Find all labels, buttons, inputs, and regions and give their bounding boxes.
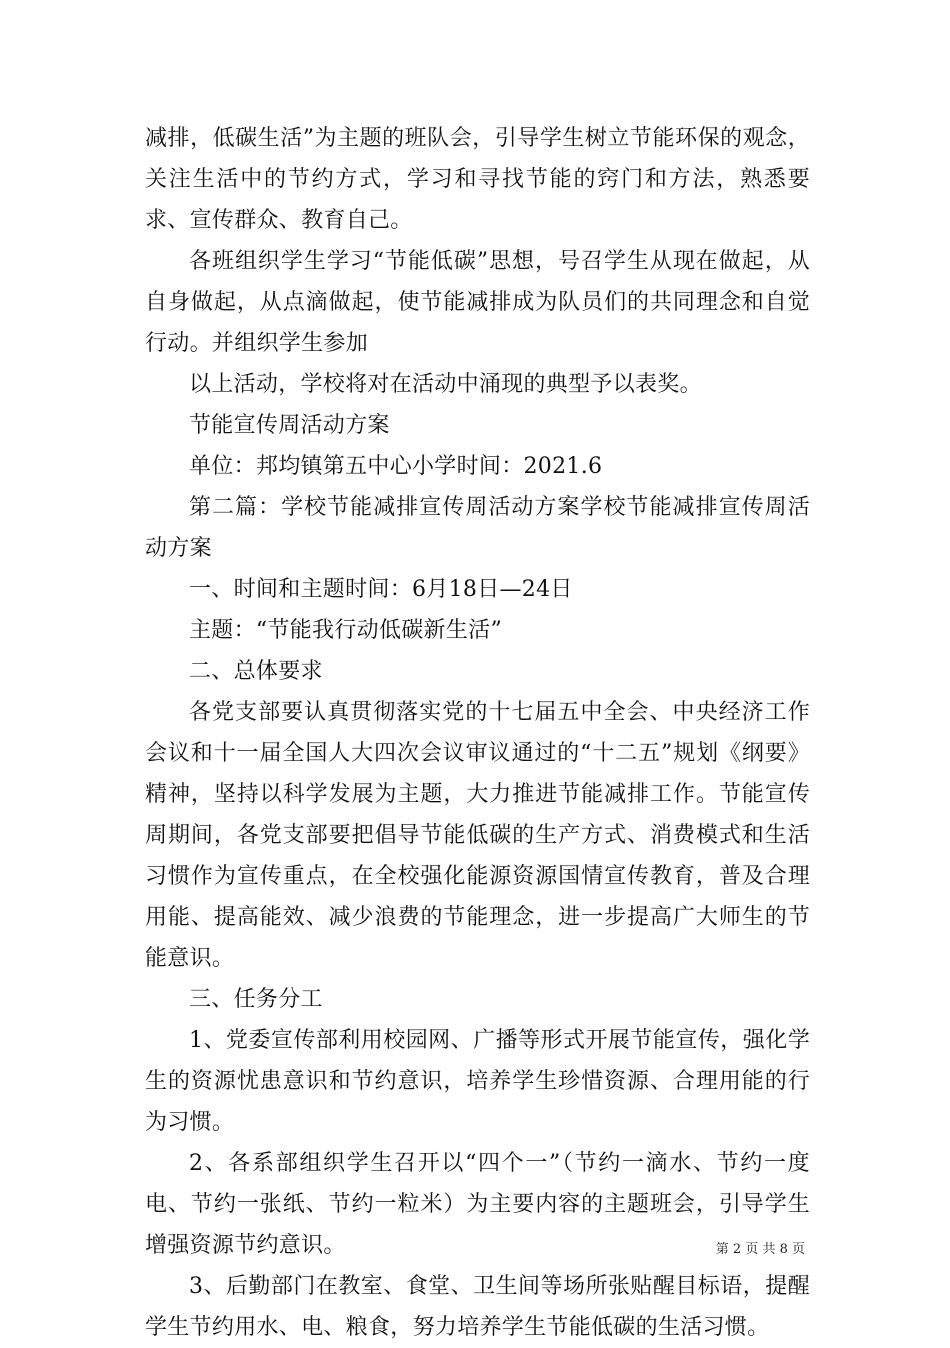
paragraph: 减排，低碳生活”为主题的班队会，引导学生树立节能环保的观念，关注生活中的节约方式，学习和寻找节能的窍门和方法，熟悉要求、宣传群众、教育自己。 bbox=[145, 126, 810, 233]
paragraph: 主题：“节能我行动低碳新生活” bbox=[189, 618, 502, 643]
section-heading: 一、时间和主题时间：6月18日—24日 bbox=[189, 577, 573, 602]
document-body bbox=[145, 118, 810, 1348]
section-heading: 二、总体要求 bbox=[189, 659, 323, 684]
paragraph: 1、党委宣传部利用校园网、广播等形式开展节能宣传，强化学生的资源忧患意识和节约意识，培养学生珍惜资源、合理用能的行为习惯。 bbox=[145, 1028, 810, 1135]
paragraph: 2、各系部组织学生召开以“四个一”（节约一滴水、节约一度电、节约一张纸、节约一粒米）为主要内容的主题班会，引导学生增强资源节约意识。 bbox=[145, 1151, 810, 1258]
section-heading: 节能宣传周活动方案 bbox=[189, 413, 390, 438]
paragraph: 各党支部要认真贯彻落实党的十七届五中全会、中央经济工作会议和十一届全国人大四次会议审议通过的“十二五”规划《纲要》精神，坚持以科学发展为主题，大力推进节能减排工作。节能宣传周期间，各党支部要把倡导节能低碳的生产方式、消费模式和生活习惯作为宣传重点，在全校强化能源资源国情宣传教育，普及合理用能、提高能效、减少浪费的节能理念，进一步提高广大师生的节能意识。 bbox=[145, 700, 810, 971]
section-heading: 三、任务分工 bbox=[189, 987, 323, 1012]
paragraph: 各班组织学生学习“节能低碳”思想，号召学生从现在做起，从自身做起，从点滴做起，使节能减排成为队员们的共同理念和自觉行动。并组织学生参加 bbox=[145, 249, 810, 356]
paragraph: 以上活动，学校将对在活动中涌现的典型予以表奖。 bbox=[189, 372, 702, 397]
chapter-heading: 第二篇：学校节能减排宣传周活动方案学校节能减排宣传周活动方案 bbox=[145, 495, 810, 561]
paragraph: 单位：邦均镇第五中心小学时间：2021.6 bbox=[189, 454, 603, 479]
page-number: 第 2 页 共 8 页 bbox=[715, 1242, 805, 1257]
paragraph: 3、后勤部门在教室、食堂、卫生间等场所张贴醒目标语，提醒学生节约用水、电、粮食，努力培养学生节能低碳的生活习惯。 bbox=[145, 1274, 810, 1340]
